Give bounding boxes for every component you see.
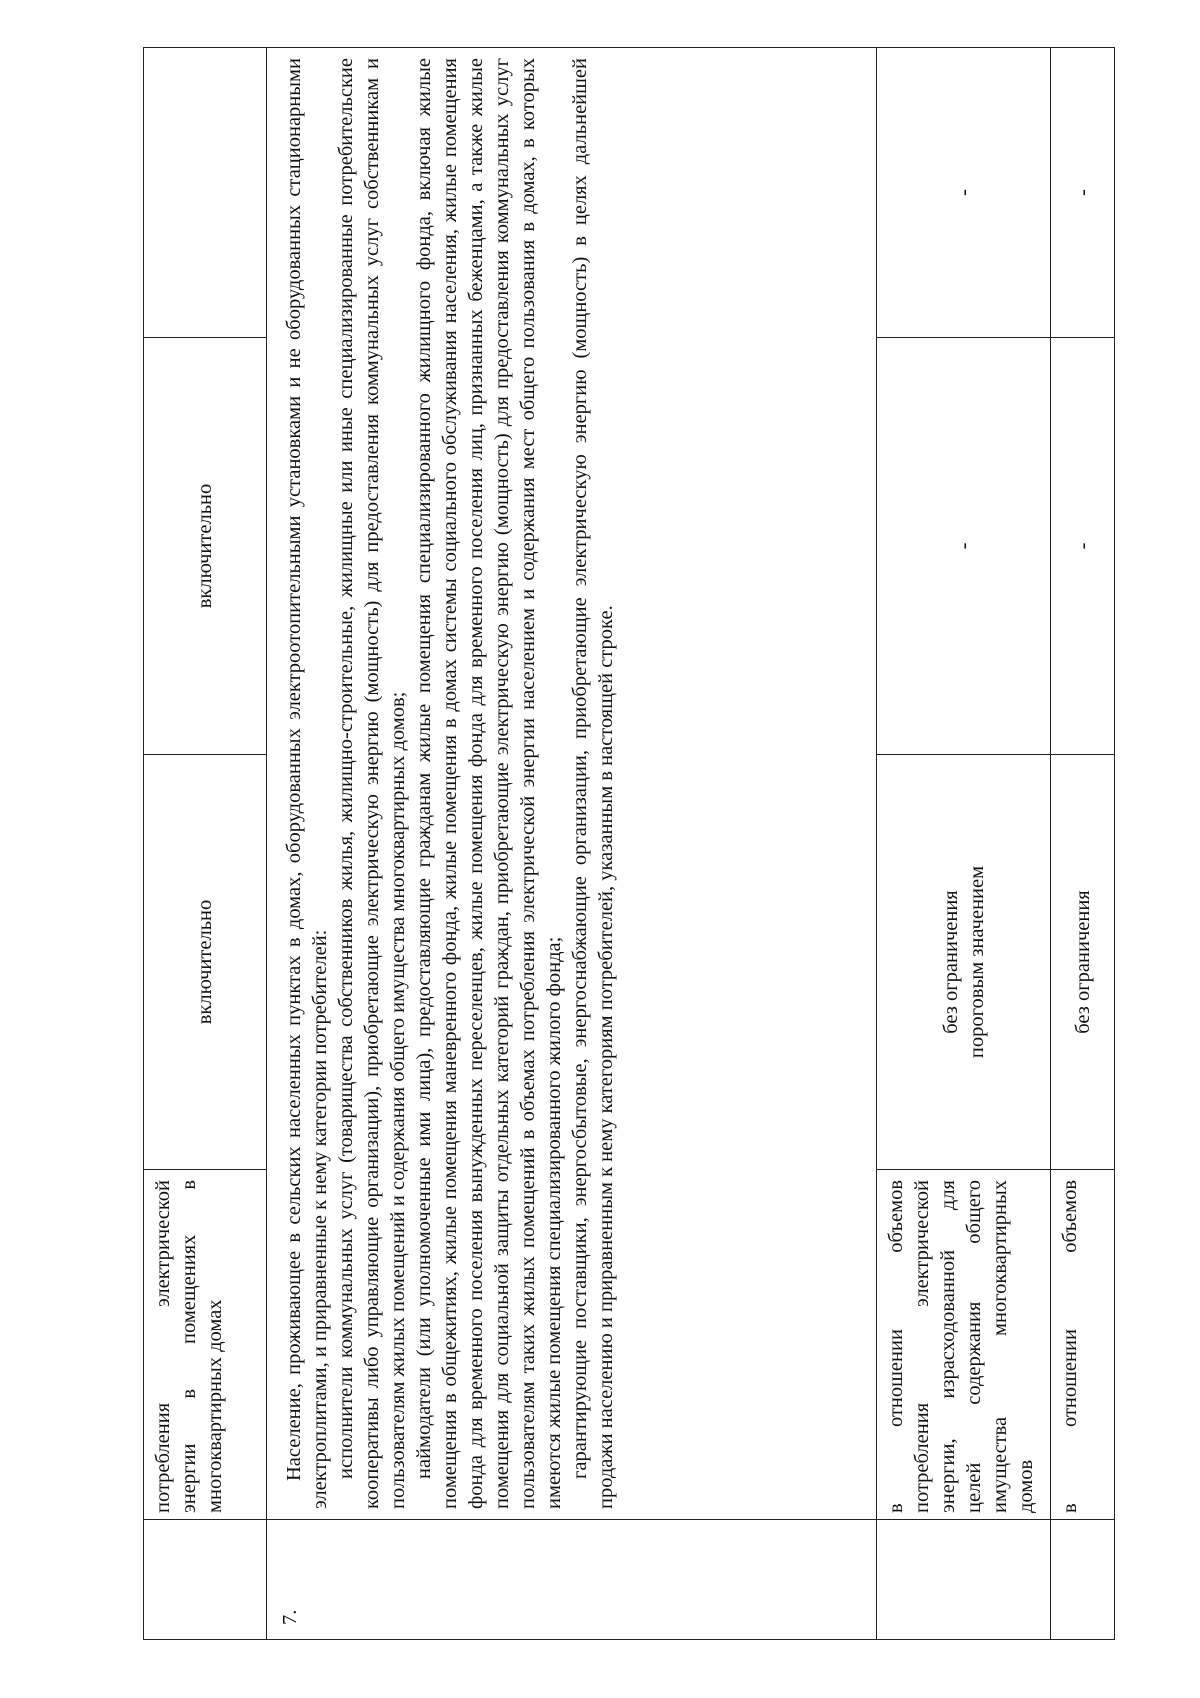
number-cell-empty [144,1520,267,1640]
name-line: в отношении объемов [1059,1180,1082,1513]
col-a-cell [144,755,267,1170]
paragraph-landlords: наймодатели (или уполномоченные ими лица), предоставляющие гражданам жилые помещения специализированного жилищного фонда, включая жилые помещения в общежитиях, жилые помещения маневренного фонда, жилые помещения в домах системы социального обслуживания населения, жилые помещения фонда для временного поселения вынужденных переселенцев, жилые помещения фонда для временного поселения лиц, признанных беженцами, а также жилые помещения для социальной защиты отдельных категорий граждан, приобретающие электрическую энергию (мощность) для предоставления коммунальных услуг пользователям таких жилых помещений в объемах потребления электрической энергии населением и содержания мест общего пользования в домах, в которых имеются жилые помещения специализированного жилого фонда; [413,58,566,1509]
name-line: домов [1015,1459,1038,1513]
dash-value: - [952,189,975,196]
limit-text: без ограничения [1071,890,1094,1034]
tariff-table [143,47,1115,1640]
table-row-last [1051,48,1115,1640]
col-a-text: включительно [193,899,216,1025]
col-c-cell [877,48,1051,338]
rotated-table-sheet [143,48,1115,1640]
col-c-cell [1051,48,1115,338]
dash-value: - [1071,189,1094,196]
col-a-cell [1051,755,1115,1170]
col-b-cell [1051,338,1115,755]
row-number-cell [267,1520,877,1640]
number-cell-empty [877,1520,1051,1640]
paragraph-suppliers: гарантирующие поставщики, энергосбытовые, энергоснабжающие организации, приобретающие электрическую энергию (мощность) в целях дальнейшей продажи населению и приравненным к нему категориям потребителей, указанным в настоящей строке. [569,58,618,1509]
table-row-continuation [144,48,267,1640]
paragraph-utility-providers: исполнители коммунальных услуг (товарищества собственников жилья, жилищно-строительные, жилищные или иные специализированные потребительские кооперативы либо управляющие организации), приобретающие электрическую энергию (мощность) для предоставления коммунальных услуг собственникам и пользователям жилых помещений и содержания общего имущества многоквартирных домов; [335,58,410,1509]
row-number: 7. [279,1609,301,1625]
limit-text: без ограничения [939,890,962,1034]
name-line: энергии в помещениях в [178,1180,201,1513]
name-line: энергии, израсходованной для [937,1180,960,1513]
name-cell-continuation [144,1170,267,1520]
name-line: многоквартирных домах [204,1299,227,1513]
limit-text: пороговым значением [965,865,988,1059]
name-cell-common-property [877,1170,1051,1520]
dash-value: - [1071,542,1094,550]
table-row-common-property [877,48,1051,1640]
col-a-cell [877,755,1051,1170]
col-c-cell [144,48,267,338]
col-b-cell [144,338,267,755]
number-cell-empty [1051,1520,1115,1640]
col-b-cell [877,338,1051,755]
paragraph-population: Население, проживающее в сельских населенных пунктах в домах, оборудованных электроотопительными установками и не оборудованных стационарными электроплитами, и приравненные к нему категории потребителей: [283,58,332,1509]
name-line: целей содержания общего [963,1180,986,1513]
name-cell-last [1051,1170,1115,1520]
name-line: потребления электрической [911,1180,934,1513]
table-row-7 [267,48,877,1640]
name-line: имущества многоквартирных [989,1180,1012,1513]
name-line: потребления электрической [152,1180,174,1513]
col-b-text: включительно [193,483,216,609]
dash-value: - [952,542,975,550]
row-7-description [267,48,877,1520]
name-line: в отношении объемов [885,1180,908,1513]
